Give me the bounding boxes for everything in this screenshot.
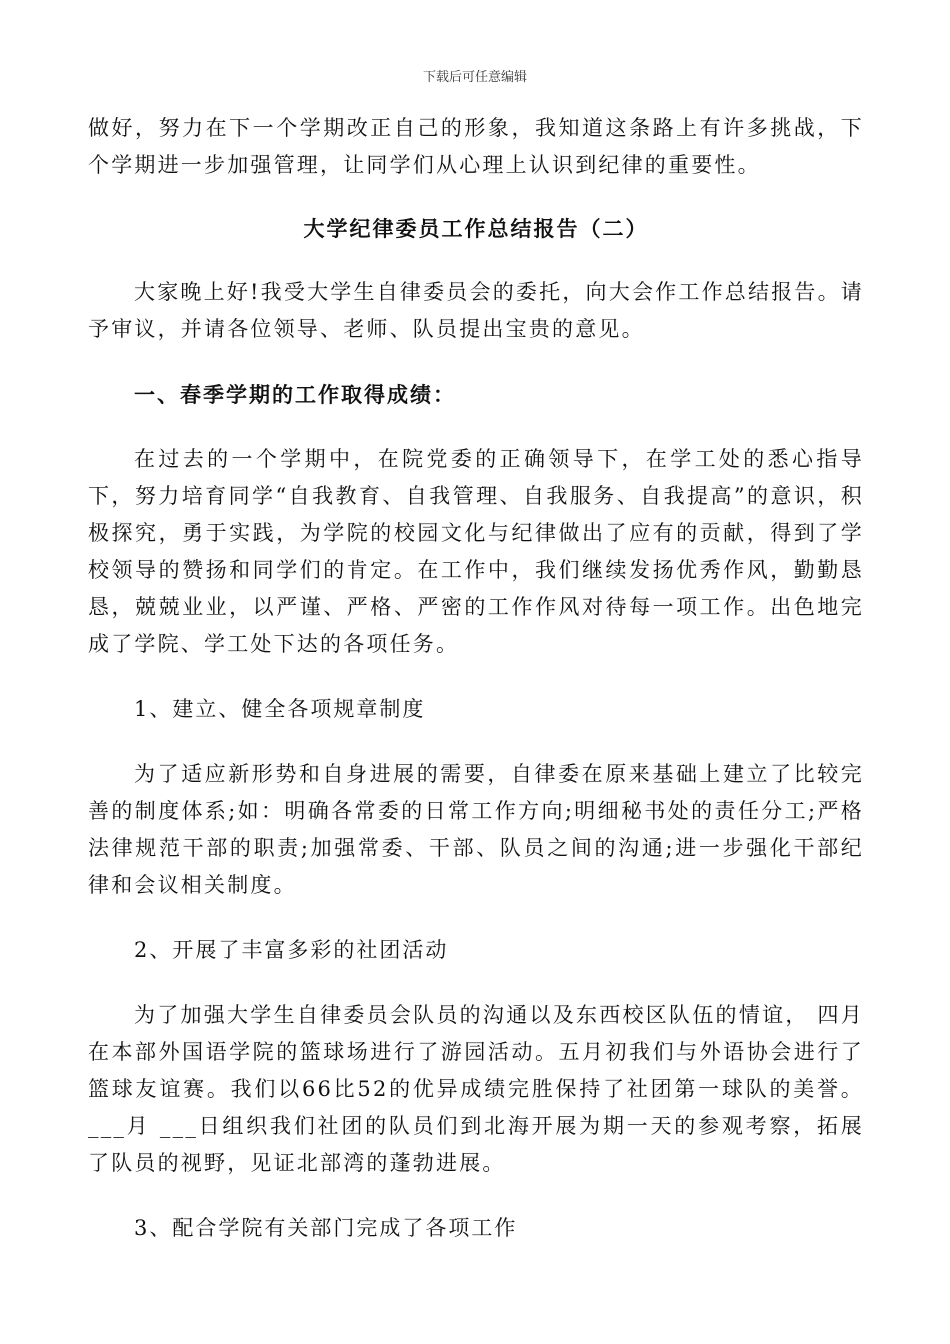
item3-heading: 3、配合学院有关部门完成了各项工作 [134, 1216, 518, 1240]
item1-heading: 1、建立、健全各项规章制度 [134, 697, 426, 721]
item2-heading: 2、开展了丰富多彩的社团活动 [134, 938, 449, 962]
header-note: 下载后可任意编辑 [422, 70, 527, 85]
section1-heading: 一、春季学期的工作取得成绩： [134, 382, 456, 407]
document-title: 大学纪律委员工作总结报告（二） [303, 216, 649, 241]
intro-paragraph: 做好，努力在下一个学期改正自己的形象，我知道这条路上有许多挑战，下个学期进一步加强管理，让同学们从心理上认识到纪律的重要性。 [88, 116, 864, 177]
greeting-paragraph: 大家晚上好!我受大学生自律委员会的委托，向大会作工作总结报告。请予审议，并请各位领导、老师、队员提出宝贵的意见。 [88, 280, 864, 341]
section1-paragraph: 在过去的一个学期中，在院党委的正确领导下，在学工处的悉心指导下，努力培育同学“自我教育、自我管理、自我服务、自我提高”的意识，积极探究，勇于实践，为学院的校园文化与纪律做出了应有的贡献，得到了学校领导的赞扬和同学们的肯定。在工作中，我们继续发扬优秀作风，勤勤恳恳，兢兢业业，以严谨、严格、严密的工作作风对待每一项工作。出色地完成了学院、学工处下达的各项任务。 [88, 447, 864, 656]
item2-paragraph: 为了加强大学生自律委员会队员的沟通以及东西校区队伍的情谊， 四月在本部外国语学院的篮球场进行了游园活动。五月初我们与外语协会进行了篮球友谊赛。我们以66比52的优异成绩完胜保持了社团第一球队的美誉。___月 ___日组织我们社团的队员们到北海开展为期一天的参观考察，拓展了队员的视野，见证北部湾的蓬勃进展。 [88, 1003, 864, 1175]
item1-paragraph: 为了适应新形势和自身进展的需要，自律委在原来基础上建立了比较完善的制度体系;如：明确各常委的日常工作方向;明细秘书处的责任分工;严格法律规范干部的职责;加强常委、干部、队员之间的沟通;进一步强化干部纪律和会议相关制度。 [88, 762, 864, 897]
document-body [88, 110, 864, 1247]
